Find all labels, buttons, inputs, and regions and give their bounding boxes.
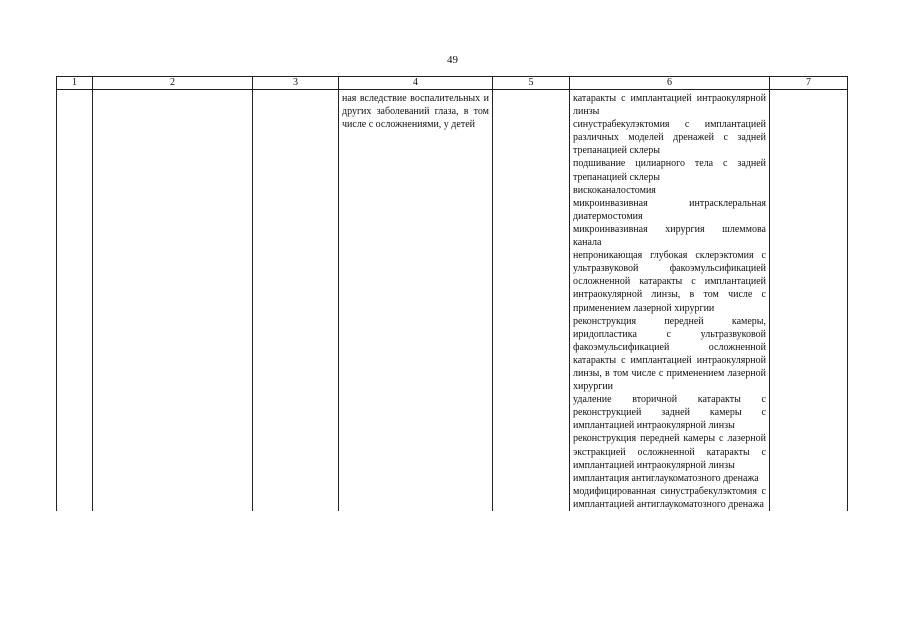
cell-col-6 bbox=[570, 90, 770, 512]
column-header-6: 6 bbox=[570, 77, 770, 90]
procedure-item: удаление вторичной катаракты с реконструкцией задней камеры с имплантацией интраокулярной линзы bbox=[573, 394, 766, 432]
procedure-item: микроинвазивная интрасклеральная диатермостомия bbox=[573, 197, 766, 222]
cell-col-5 bbox=[493, 90, 570, 512]
page-number: 49 bbox=[447, 54, 458, 66]
condition-text: ная вследствие воспалительных и других заболеваний глаза, в том числе с осложнениями, у детей bbox=[342, 93, 489, 131]
procedure-item: микроинвазивная хирургия шлеммова канала bbox=[573, 223, 766, 249]
column-header-4: 4 bbox=[339, 77, 493, 90]
column-header-3: 3 bbox=[253, 77, 339, 90]
procedure-item: модифицированная синустрабекулэктомия с имплантацией антиглаукоматозного дренажа bbox=[573, 485, 766, 510]
procedure-list bbox=[573, 92, 766, 511]
column-header-7: 7 bbox=[770, 77, 848, 90]
table-row bbox=[57, 90, 848, 512]
cell-col-3 bbox=[253, 90, 339, 512]
table-header-row bbox=[57, 77, 848, 90]
cell-col-2 bbox=[93, 90, 253, 512]
cell-col-1 bbox=[57, 90, 93, 512]
procedure-item: подшивание цилиарного тела с задней трепанацией склеры bbox=[573, 158, 766, 183]
procedures-table bbox=[56, 76, 848, 511]
cell-col-4 bbox=[339, 90, 493, 512]
procedure-item: синустрабекулэктомия с имплантацией различных моделей дренажей с задней трепанацией склеры bbox=[573, 119, 766, 157]
procedure-item: реконструкция передней камеры с лазерной экстракцией осложненной катаракты с имплантацией интраокулярной линзы bbox=[573, 433, 766, 471]
procedure-item: имплантация антиглаукоматозного дренажа bbox=[573, 472, 759, 484]
procedure-item: вискоканалостомия bbox=[573, 184, 656, 196]
column-header-2: 2 bbox=[93, 77, 253, 90]
cell-col-7 bbox=[770, 90, 848, 512]
procedure-item: непроникающая глубокая склерэктомия с ультразвуковой факоэмульсификацией осложненной катаракты с имплантацией интраокулярной линзы, в том числе с применением лазерной хирургии bbox=[573, 250, 766, 314]
column-header-1: 1 bbox=[57, 77, 93, 90]
procedure-item: катаракты с имплантацией интраокулярной линзы bbox=[573, 93, 766, 118]
procedure-item: реконструкция передней камеры, иридопластика с ультразвуковой факоэмульсификацией осложненной катаракты с имплантацией интраокулярной линзы, в том числе с применением лазерной хирургии bbox=[573, 315, 766, 393]
column-header-5: 5 bbox=[493, 77, 570, 90]
